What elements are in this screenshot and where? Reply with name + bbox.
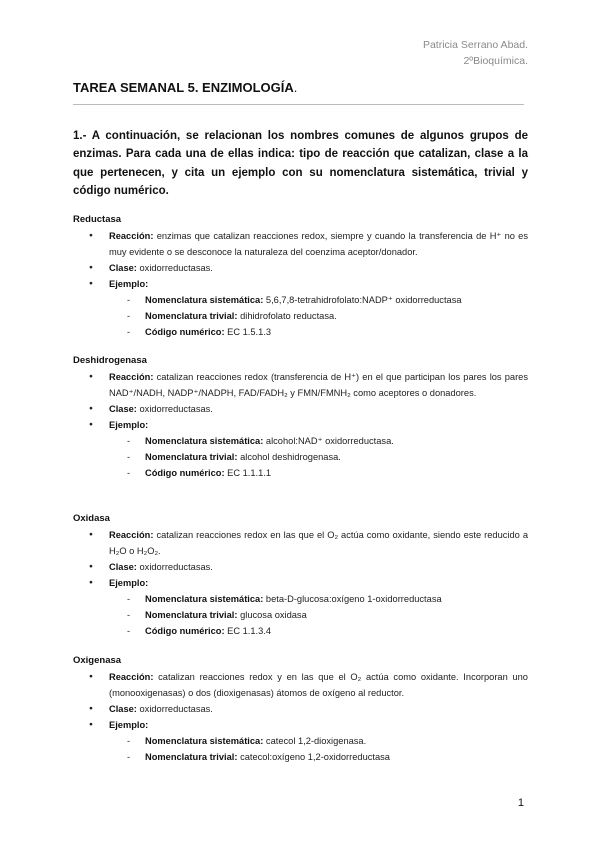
reaccion-text: catalizan reacciones redox y en las que el O₂ actúa como oxidante. Incorporan uno (monooxigenasas) o dos (dioxigenasas) átomos de oxígeno al reductor. (109, 672, 528, 698)
section-oxidasa (73, 511, 528, 639)
sistematica-label: Nomenclatura sistemática: (145, 594, 264, 604)
reaccion-text: catalizan reacciones redox (transferencia de H⁺) en el que participan los pares los pares NAD⁺/NADH, NADP⁺/NADPH, FAD/FADH₂ y FMN/FMNH₂ como aceptores o donadores. (109, 372, 528, 398)
sistematica-item (109, 433, 528, 449)
page-number: 1 (517, 797, 524, 809)
codigo-label: Código numérico: (145, 626, 225, 636)
clase-item (73, 559, 528, 575)
question-text: 1.- A continuación, se relacionan los nombres comunes de algunos grupos de enzimas. Para cada una de ellas indica: tipo de reacción que catalizan, clase a la que pertenecen, y cita un ejemplo con su nomenclatura sistemática, trivial y código numérico. (73, 130, 528, 197)
section-oxigenasa (73, 653, 528, 765)
clase-label: Clase: (109, 263, 137, 273)
ejemplo-label: Ejemplo: (109, 578, 149, 588)
reaccion-item (73, 669, 528, 701)
reaccion-text: catalizan reacciones redox en las que el O₂ actúa como oxidante, siendo este reducido a H₂O o H₂O₂. (109, 530, 528, 556)
reaccion-item (73, 369, 528, 401)
sistematica-text: 5,6,7,8-tetrahidrofolato:NADP⁺ oxidorreductasa (265, 295, 462, 305)
reaccion-label: Reacción: (109, 530, 154, 540)
sistematica-text: beta-D-glucosa:oxígeno 1-oxidorreductasa (265, 594, 442, 604)
title-suffix: . (293, 80, 298, 95)
clase-text: oxidorreductasas. (139, 404, 213, 414)
section-title: Oxigenasa (73, 655, 122, 666)
ejemplo-label: Ejemplo: (109, 420, 149, 430)
clase-label: Clase: (109, 704, 137, 714)
clase-label: Clase: (109, 404, 137, 414)
reaccion-label: Reacción: (109, 231, 154, 241)
reaccion-item (73, 527, 528, 559)
trivial-text: alcohol deshidrogenasa. (240, 452, 341, 462)
title-divider (73, 104, 524, 105)
section-title: Deshidrogenasa (73, 355, 147, 366)
codigo-text: EC 1.1.3.4 (227, 626, 272, 636)
ejemplo-item (73, 417, 528, 481)
clase-item (73, 260, 528, 276)
reaccion-item (73, 228, 528, 260)
section-title: Oxidasa (73, 513, 110, 524)
codigo-label: Código numérico: (145, 468, 225, 478)
codigo-item (109, 623, 528, 639)
trivial-label: Nomenclatura trivial: (145, 311, 238, 321)
author-course: 2ºBioquímica. (463, 55, 528, 67)
clase-text: oxidorreductasas. (139, 704, 213, 714)
ejemplo-label: Ejemplo: (109, 279, 149, 289)
reaccion-label: Reacción: (109, 372, 154, 382)
clase-item (73, 701, 528, 717)
trivial-text: catecol:oxígeno 1,2-oxidorreductasa (240, 752, 390, 762)
clase-text: oxidorreductasas. (139, 562, 213, 572)
section-reductasa (73, 212, 528, 340)
title-text: TAREA SEMANAL 5. ENZIMOLOGÍA (73, 80, 294, 95)
trivial-text: glucosa oxidasa (240, 610, 307, 620)
ejemplo-item (73, 276, 528, 340)
section-title: Reductasa (73, 214, 122, 225)
trivial-label: Nomenclatura trivial: (145, 610, 238, 620)
clase-text: oxidorreductasas. (139, 263, 213, 273)
sistematica-label: Nomenclatura sistemática: (145, 736, 264, 746)
header-author (423, 37, 528, 69)
ejemplo-label: Ejemplo: (109, 720, 149, 730)
ejemplo-item (73, 717, 528, 765)
trivial-label: Nomenclatura trivial: (145, 752, 238, 762)
clase-item (73, 401, 528, 417)
trivial-item (109, 308, 528, 324)
ejemplo-item (73, 575, 528, 639)
document-title (73, 80, 297, 95)
author-name: Patricia Serrano Abad. (422, 39, 528, 51)
trivial-item (109, 749, 528, 765)
sistematica-item (109, 591, 528, 607)
section-deshidrogenasa (73, 353, 528, 481)
trivial-label: Nomenclatura trivial: (145, 452, 238, 462)
codigo-text: EC 1.5.1.3 (227, 327, 272, 337)
codigo-text: EC 1.1.1.1 (227, 468, 272, 478)
sistematica-text: catecol 1,2-dioxigenasa. (265, 736, 367, 746)
sistematica-text: alcohol:NAD⁺ oxidorreductasa. (265, 436, 394, 446)
sistematica-label: Nomenclatura sistemática: (145, 295, 264, 305)
trivial-text: dihidrofolato reductasa. (240, 311, 337, 321)
reaccion-text: enzimas que catalizan reacciones redox, siempre y cuando la transferencia de H⁺ no es muy evidente o se desconoce la naturaleza del coenzima aceptor/donador. (109, 231, 528, 257)
codigo-label: Código numérico: (145, 327, 225, 337)
sistematica-item (109, 733, 528, 749)
sistematica-label: Nomenclatura sistemática: (145, 436, 264, 446)
clase-label: Clase: (109, 562, 137, 572)
codigo-item (109, 465, 528, 481)
sistematica-item (109, 292, 528, 308)
codigo-item (109, 324, 528, 340)
trivial-item (109, 607, 528, 623)
trivial-item (109, 449, 528, 465)
reaccion-label: Reacción: (109, 672, 154, 682)
